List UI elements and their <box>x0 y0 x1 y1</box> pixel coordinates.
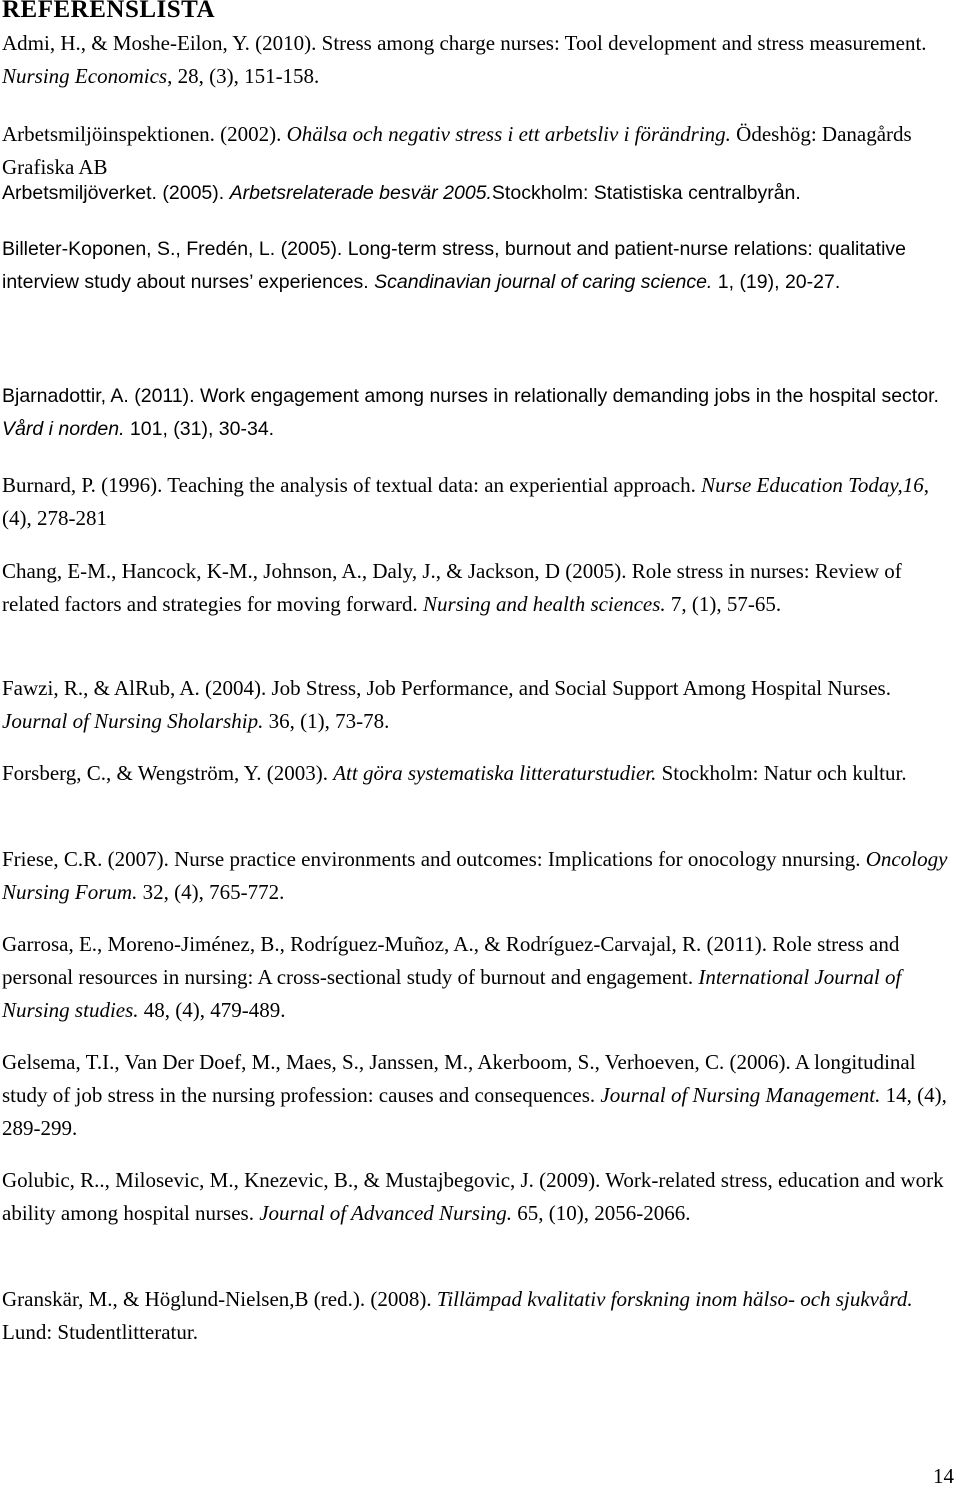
reference-details: , (4), 278-281 <box>2 473 929 530</box>
reference-source: Journal of Nursing Management. <box>600 1083 881 1107</box>
reference-entry <box>2 555 957 621</box>
reference-entry <box>2 177 957 210</box>
reference-text: Billeter-Koponen, S., Fredén, L. (2005). Long-term stress, burnout and patient-nurse relations: qualitative interview study about nurses’ experiences. <box>2 238 906 293</box>
reference-entry <box>2 843 957 909</box>
reference-details: 1, (19), 20-27. <box>712 271 841 293</box>
reference-entry <box>2 380 957 446</box>
reference-text: Admi, H., & Moshe-Eilon, Y. (2010). Stress among charge nurses: Tool development and stress measurement. <box>2 31 927 55</box>
reference-text: Gelsema, T.I., Van Der Doef, M., Maes, S., Janssen, M., Akerboom, S., Verhoeven, C. (2006). A longitudinal study of job stress in the nursing profession: causes and consequences. <box>2 1050 916 1107</box>
reference-source: Nurse Education Today,16 <box>701 473 924 497</box>
reference-details: 7, (1), 57-65. <box>665 592 782 616</box>
reference-source: Scandinavian journal of caring science. <box>374 271 713 293</box>
page-number: 14 <box>933 1464 954 1488</box>
reference-details: Ödeshög: Danagårds Grafiska AB <box>2 122 912 179</box>
reference-details: Lund: Studentlitteratur. <box>2 1320 198 1344</box>
reference-entry <box>2 233 957 299</box>
reference-text: Arbetsmiljöverket. (2005). <box>2 182 230 204</box>
reference-source: Arbetsrelaterade besvär 2005. <box>229 182 492 204</box>
reference-text: Arbetsmiljöinspektionen. (2002). <box>2 122 287 146</box>
reference-source: Tillämpad kvalitativ forskning inom hälso- och sjukvård. <box>436 1287 913 1311</box>
reference-text: Bjarnadottir, A. (2011). Work engagement among nurses in relationally demanding jobs in the hospital sector. <box>2 385 939 407</box>
reference-details: Stockholm: Natur och kultur. <box>656 761 907 785</box>
reference-details: 101, (31), 30-34. <box>124 418 275 440</box>
reference-source: Journal of Nursing Sholarship. <box>2 709 264 733</box>
reference-details: 48, (4), 479-489. <box>138 998 286 1022</box>
reference-source: Vård i norden. <box>2 418 125 440</box>
reference-details: 36, (1), 73-78. <box>263 709 390 733</box>
reference-text: Golubic, R.., Milosevic, M., Knezevic, B., & Mustajbegovic, J. (2009). Work-related stress, education and work ability among hospital nurses. <box>2 1168 944 1225</box>
reference-details: 65, (10), 2056-2066. <box>512 1201 691 1225</box>
reference-source: Journal of Advanced Nursing. <box>259 1201 512 1225</box>
reference-entry <box>2 27 957 93</box>
reference-entry <box>2 1164 957 1230</box>
reference-source: Ohälsa och negativ stress i ett arbetsliv i förändring. <box>286 122 731 146</box>
page-title: REFERENSLISTA <box>2 0 216 23</box>
reference-entry <box>2 672 957 738</box>
reference-details: Stockholm: Statistiska centralbyrån. <box>491 182 801 204</box>
reference-entry <box>2 928 957 1027</box>
reference-source: Att göra systematiska litteraturstudier. <box>333 761 657 785</box>
reference-entry <box>2 1283 957 1349</box>
reference-text: Granskär, M., & Höglund-Nielsen,B (red.). (2008). <box>2 1287 437 1311</box>
reference-source: Oncology Nursing Forum. <box>2 847 948 904</box>
reference-details: 14, (4), 289-299. <box>2 1083 947 1140</box>
reference-details: , 28, (3), 151-158. <box>167 64 320 88</box>
reference-entry <box>2 118 957 184</box>
reference-text: Forsberg, C., & Wengström, Y. (2003). <box>2 761 334 785</box>
reference-text: Fawzi, R., & AlRub, A. (2004). Job Stress, Job Performance, and Social Support Among Hospital Nurses. <box>2 676 891 700</box>
reference-entry <box>2 469 957 535</box>
reference-text: Friese, C.R. (2007). Nurse practice environments and outcomes: Implications for onocology nnursing. <box>2 847 866 871</box>
reference-source: International Journal of Nursing studies. <box>2 965 902 1022</box>
reference-text: Burnard, P. (1996). Teaching the analysis of textual data: an experiential approach. <box>2 473 702 497</box>
reference-source: Nursing and health sciences. <box>423 592 666 616</box>
reference-entry <box>2 757 957 790</box>
reference-entry <box>2 1046 957 1145</box>
reference-source: Nursing Economics <box>2 64 168 88</box>
reference-details: 32, (4), 765-772. <box>137 880 285 904</box>
reference-text: Garrosa, E., Moreno-Jiménez, B., Rodríguez-Muñoz, A., & Rodríguez-Carvajal, R. (2011). Role stress and personal resources in nursing: A cross-sectional study of burnout and engagement. <box>2 932 900 989</box>
reference-text: Chang, E-M., Hancock, K-M., Johnson, A., Daly, J., & Jackson, D (2005). Role stress in nurses: Review of related factors and strategies for moving forward. <box>2 559 902 616</box>
